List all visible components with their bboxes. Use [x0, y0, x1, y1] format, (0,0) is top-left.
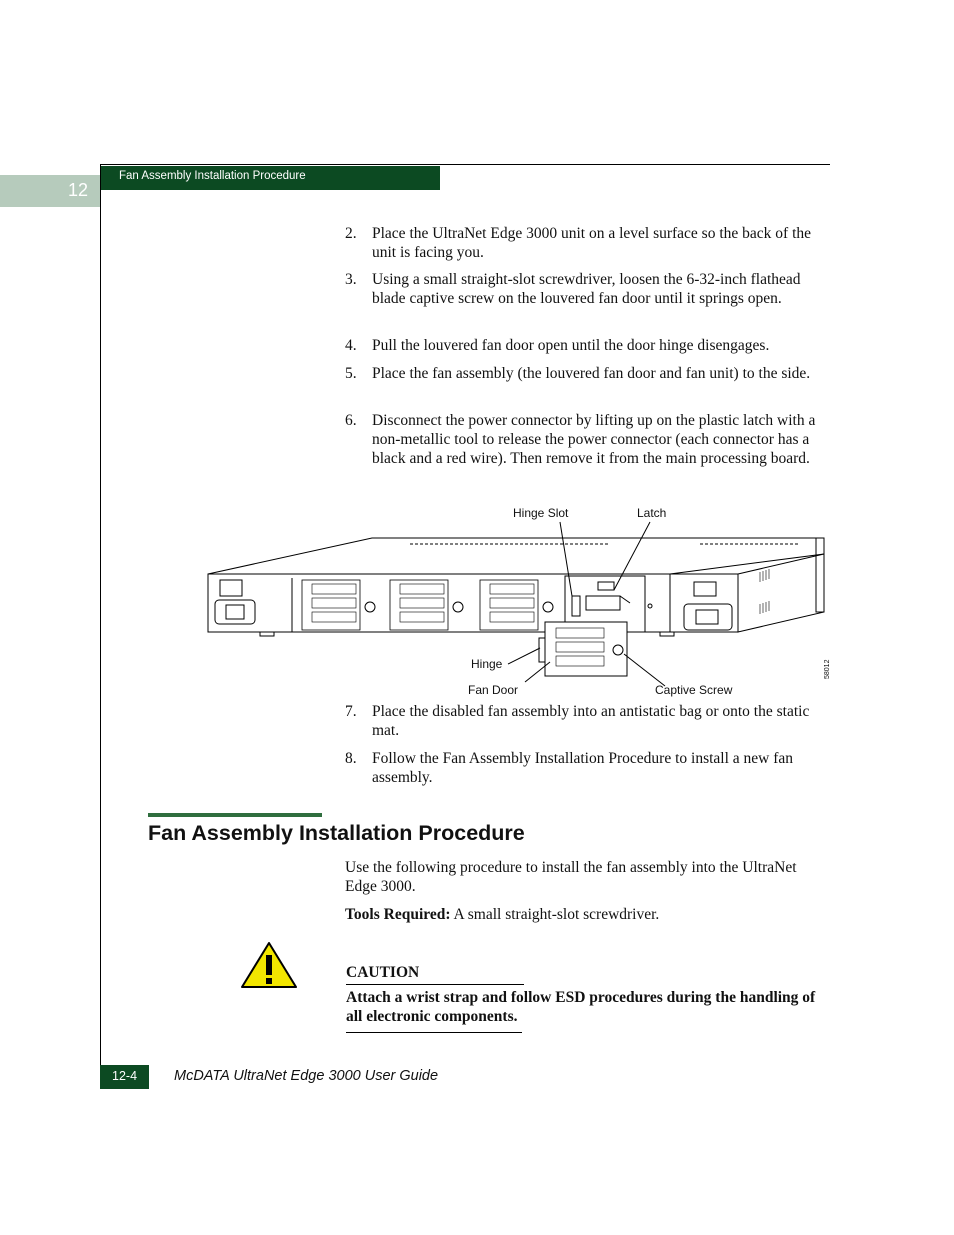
step-number: 7. [345, 703, 357, 720]
caution-bottom-rule [346, 1032, 522, 1033]
callout-captive-screw: Captive Screw [655, 683, 733, 697]
chapter-number: 12 [68, 180, 89, 200]
warning-icon [240, 941, 298, 989]
step-text: Place the UltraNet Edge 3000 unit on a level surface so the back of the unit is facing you. [372, 225, 812, 261]
callout-hinge-slot: Hinge Slot [513, 506, 569, 520]
fan-assembly-figure [200, 500, 840, 700]
running-head: Fan Assembly Installation Procedure [119, 170, 306, 182]
step-text: Place the disabled fan assembly into an antistatic bag or onto the static mat. [372, 703, 810, 739]
step-number: 5. [345, 365, 357, 382]
list-item [345, 364, 825, 383]
section-heading: Fan Assembly Installation Procedure [148, 821, 525, 845]
tools-text: A small straight-slot screwdriver. [450, 906, 660, 923]
step-text: Place the fan assembly (the louvered fan door and fan unit) to the side. [372, 365, 811, 382]
list-item [345, 270, 825, 308]
caution-text: Attach a wrist strap and follow ESD procedures during the handling of all electronic components. [346, 989, 816, 1025]
step-text: Using a small straight-slot screwdriver, loosen the 6-32-inch flathead blade captive screw on the louvered fan door until it springs open. [372, 271, 801, 307]
step-text: Follow the Fan Assembly Installation Procedure to install a new fan assembly. [372, 750, 794, 786]
tools-label: Tools Required: [345, 906, 451, 923]
intro-paragraph: Use the following procedure to install the fan assembly into the UltraNet Edge 3000. [345, 859, 797, 895]
header-top-rule [100, 164, 830, 165]
step-number: 6. [345, 412, 357, 429]
list-item [345, 224, 825, 262]
footer-book-title: McDATA UltraNet Edge 3000 User Guide [174, 1068, 439, 1084]
tools-paragraph [345, 905, 825, 924]
callout-latch: Latch [637, 506, 667, 520]
heading-rule [148, 813, 322, 817]
callout-hinge: Hinge [471, 657, 503, 671]
list-item [345, 336, 825, 355]
list-item [345, 411, 825, 468]
page-left-rule [100, 164, 101, 1089]
step-number: 2. [345, 225, 357, 242]
step-number: 4. [345, 337, 357, 354]
caution-top-rule [346, 984, 524, 985]
page-number: 12-4 [112, 1069, 138, 1083]
chassis-drawing [200, 500, 840, 700]
step-number: 3. [345, 271, 357, 288]
figure-id: 58012 [824, 659, 831, 679]
caution-title: CAUTION [346, 964, 420, 981]
list-item [345, 749, 825, 787]
step-number: 8. [345, 750, 357, 767]
step-text: Pull the louvered fan door open until the door hinge disengages. [372, 337, 770, 354]
callout-fan-door: Fan Door [468, 683, 519, 697]
step-text: Disconnect the power connector by lifting up on the plastic latch with a non-metallic tool to release the power connector (each connector has a black and a red wire). Then remove it from the main processing board. [372, 412, 816, 467]
list-item [345, 702, 825, 740]
